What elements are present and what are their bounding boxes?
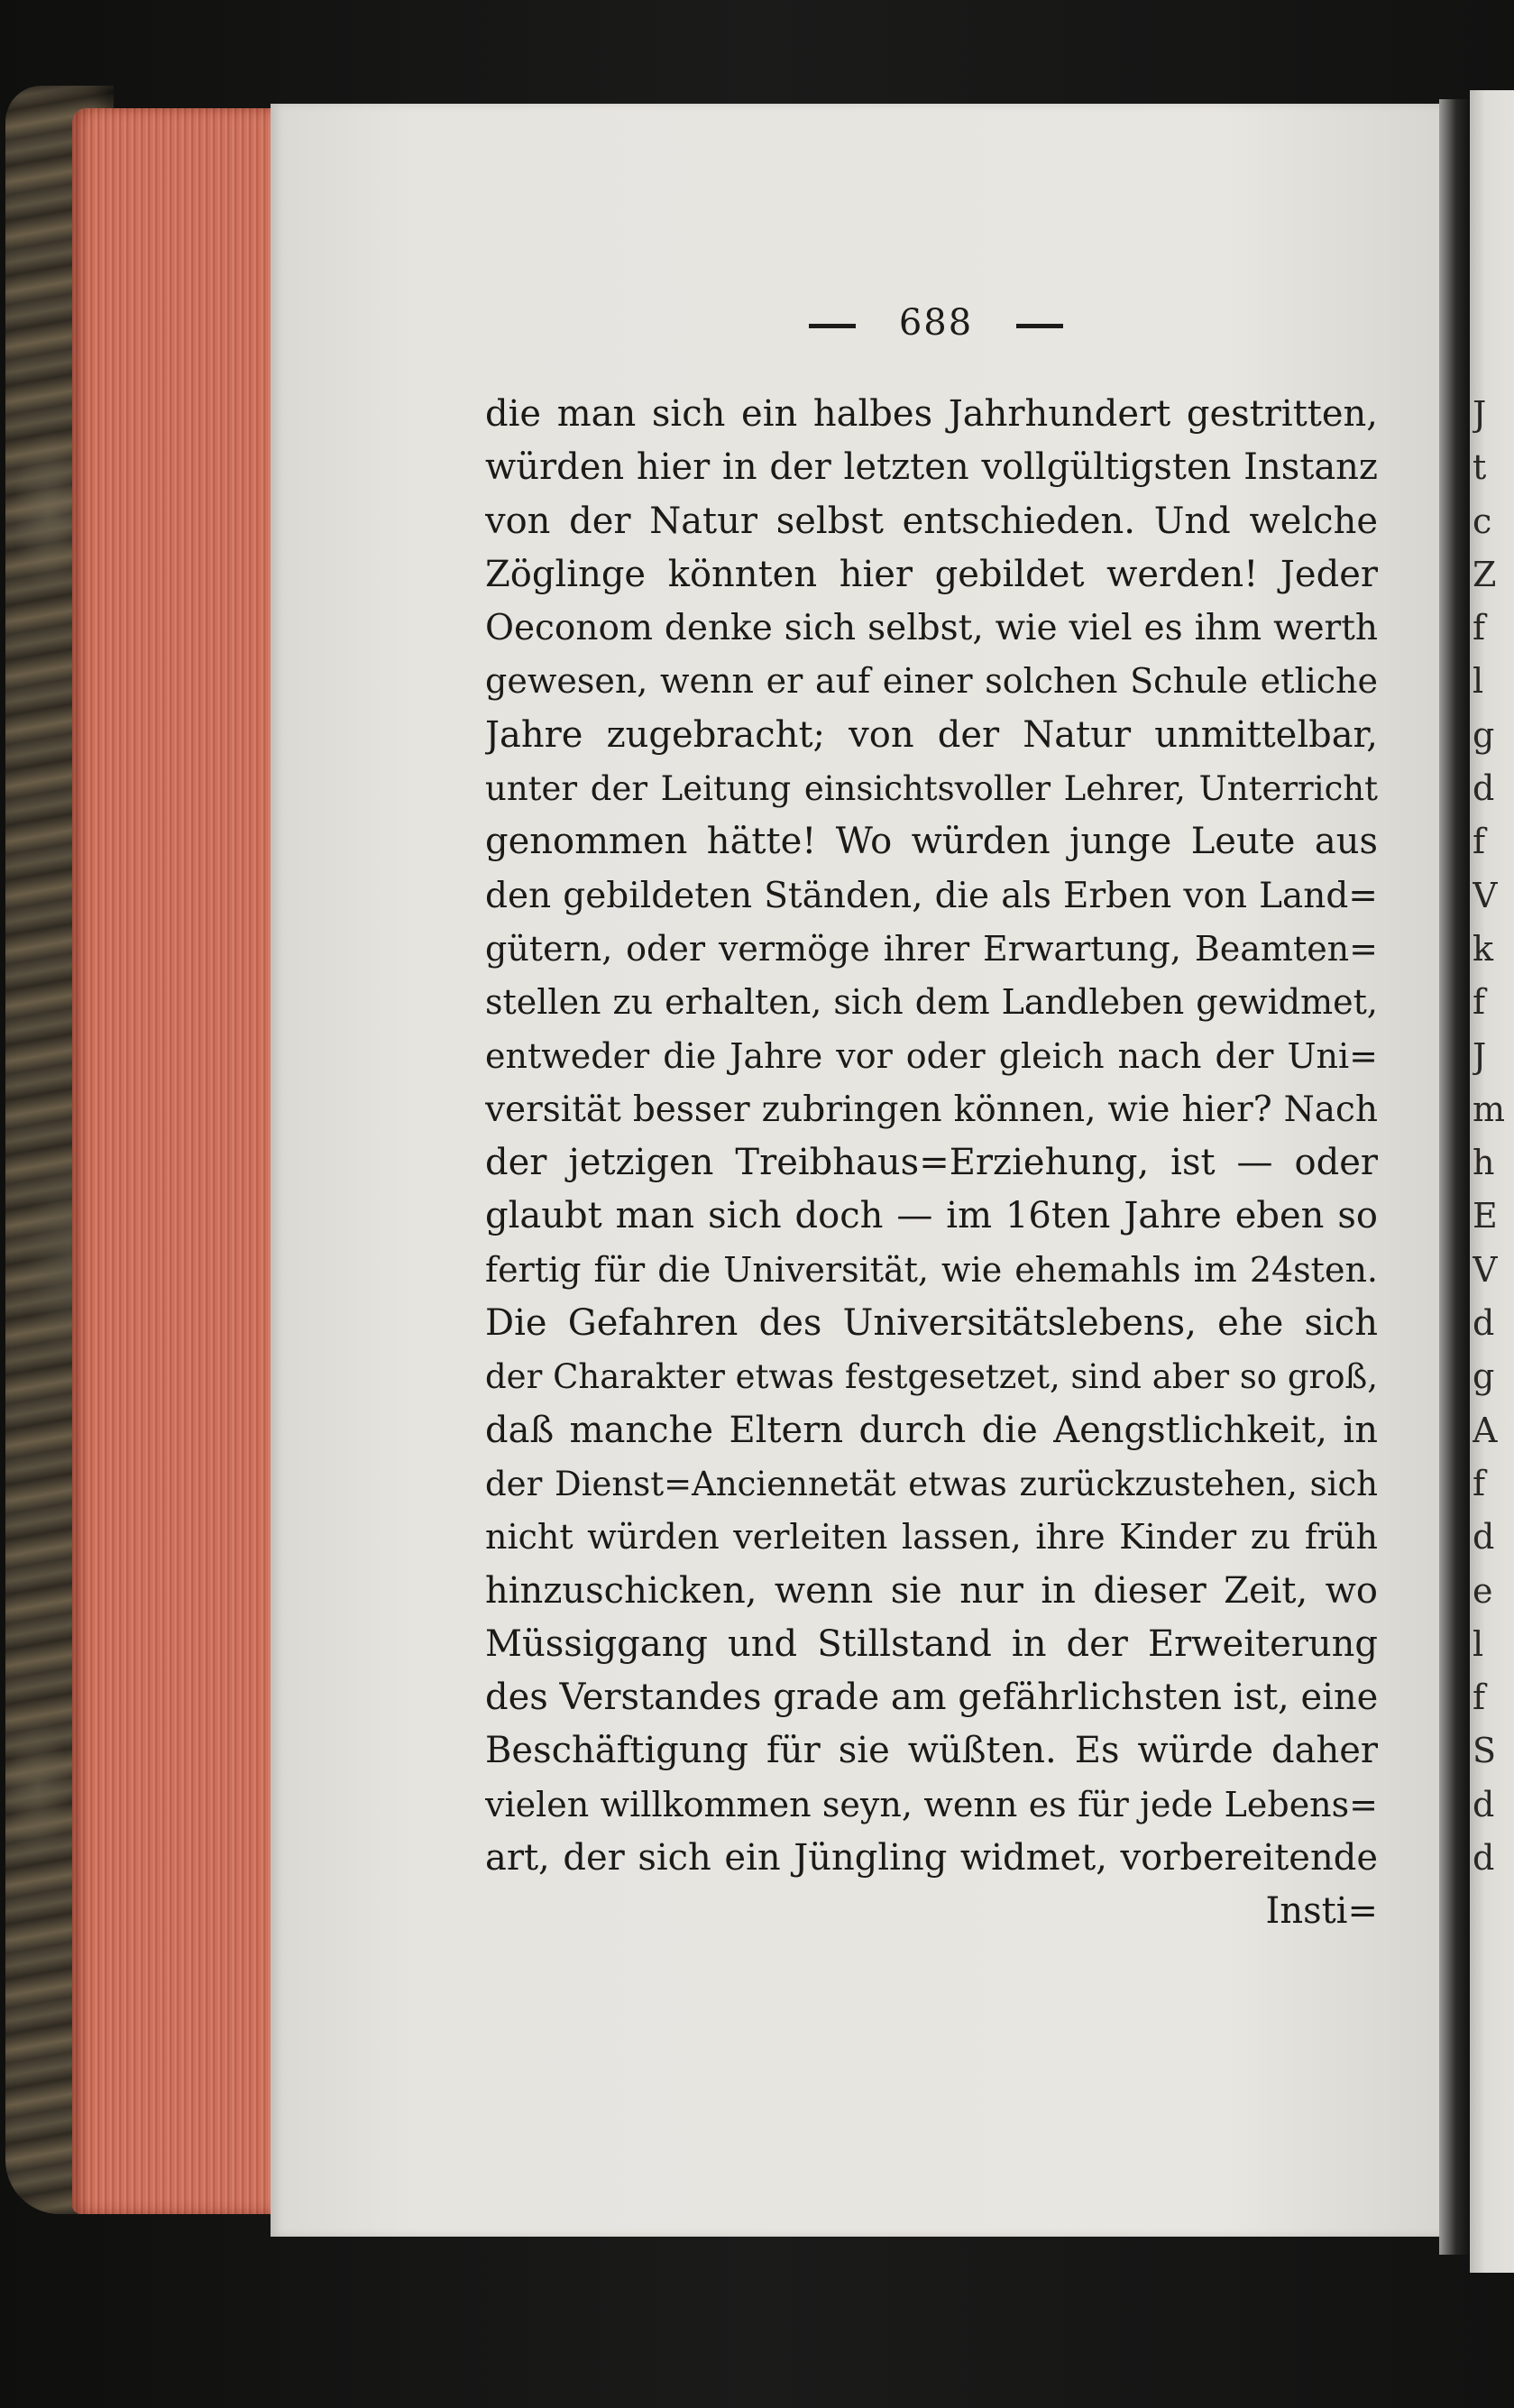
next-page-fragment: f <box>1473 608 1486 648</box>
text-line: Beschäftigung für sie wüßten. Es würde daher <box>485 1730 1378 1772</box>
next-page-fragment: g <box>1473 1356 1495 1397</box>
text-line: Jahre zugebracht; von der Natur unmittelbar, <box>485 713 1378 756</box>
next-page-fragment: J <box>1473 1035 1487 1076</box>
text-line: der jetzigen Treibhaus=Erziehung, ist — oder <box>485 1142 1378 1184</box>
header-dash-left <box>809 324 856 328</box>
text-line: von der Natur selbst entschieden. Und welche <box>485 500 1378 542</box>
next-page-fragments <box>1473 388 1514 1885</box>
text-line: versität besser zubringen können, wie hier? Nach <box>485 1089 1378 1130</box>
next-page-fragment: k <box>1473 928 1494 969</box>
text-line: Müssiggang und Stillstand in der Erweiterung <box>485 1622 1378 1665</box>
next-page-fragment: f <box>1473 1677 1486 1718</box>
text-line: daß manche Eltern durch die Aengstlichkeit, in <box>485 1409 1378 1451</box>
catchword: Insti= <box>1265 1890 1378 1933</box>
text-line: entweder die Jahre vor oder gleich nach der Uni= <box>485 1035 1378 1076</box>
next-page-fragment: l <box>1473 1623 1484 1664</box>
next-page-fragment: E <box>1473 1196 1498 1236</box>
next-page-fragment: f <box>1473 982 1486 1023</box>
next-page-fragment: d <box>1473 1838 1495 1879</box>
header-dash-right <box>1016 324 1063 328</box>
next-page-fragment: e <box>1473 1570 1493 1611</box>
next-page-fragment: f <box>1473 1463 1486 1503</box>
next-page-fragment: d <box>1473 1303 1495 1344</box>
text-line: stellen zu erhalten, sich dem Landleben gewidmet, <box>485 982 1378 1023</box>
next-page-fragment: J <box>1473 394 1487 434</box>
next-page-fragment: S <box>1473 1731 1497 1771</box>
text-line: die man sich ein halbes Jahrhundert gestritten, <box>485 393 1378 435</box>
text-line: Zöglinge könnten hier gebildet werden! Jeder <box>485 553 1378 595</box>
next-page-fragment: d <box>1473 768 1495 809</box>
next-page-fragment: h <box>1473 1143 1495 1183</box>
text-line: des Verstandes grade am gefährlichsten ist, eine <box>485 1677 1378 1719</box>
text-line: gewesen, wenn er auf einer solchen Schule etliche <box>485 661 1378 702</box>
next-page-fragment: A <box>1473 1410 1498 1450</box>
text-line: nicht würden verleiten lassen, ihre Kinder zu früh <box>485 1517 1378 1558</box>
next-page-fragment: t <box>1473 447 1487 488</box>
text-line: glaubt man sich doch — im 16ten Jahre eben so <box>485 1195 1378 1237</box>
page-header <box>756 302 1116 347</box>
text-line: gütern, oder vermöge ihrer Erwartung, Beamten= <box>485 928 1378 969</box>
page-body-text <box>485 388 1378 1939</box>
next-page-fragment: m <box>1473 1089 1506 1129</box>
text-line: der Dienst=Anciennetät etwas zurückzustehen, sich <box>485 1464 1378 1503</box>
next-page-fragment: V <box>1473 875 1498 915</box>
text-line: würden hier in der letzten vollgültigsten Instanz <box>485 446 1378 489</box>
text-line: hinzuschicken, wenn sie nur in dieser Zeit, wo <box>485 1569 1378 1612</box>
text-line: fertig für die Universität, wie ehemahls im 24sten. <box>485 1249 1378 1290</box>
next-page-fragment: d <box>1473 1517 1495 1558</box>
page-number: 688 <box>898 302 974 344</box>
next-page-fragment: c <box>1473 501 1492 541</box>
text-line: vielen willkommen seyn, wenn es für jede Lebens= <box>485 1784 1378 1824</box>
text-line: genommen hätte! Wo würden junge Leute aus <box>485 821 1378 863</box>
next-page-fragment: l <box>1473 661 1484 702</box>
text-line: Die Gefahren des Universitätslebens, ehe sich <box>485 1302 1378 1345</box>
text-line: den gebildeten Ständen, die als Erben von Land= <box>485 875 1378 916</box>
next-page-fragment: Z <box>1473 554 1497 594</box>
next-page-fragment: f <box>1473 822 1486 862</box>
red-page-edges <box>72 108 298 2214</box>
next-page-fragment: g <box>1473 714 1495 755</box>
text-line: unter der Leitung einsichtsvoller Lehrer, Unterricht <box>485 769 1378 809</box>
text-line: Oeconom denke sich selbst, wie viel es ihm werth <box>485 608 1378 649</box>
next-page-fragment: V <box>1473 1249 1498 1290</box>
book-gutter <box>1439 99 1470 2255</box>
text-line: art, der sich ein Jüngling widmet, vorbereitende <box>485 1837 1378 1880</box>
text-line: der Charakter etwas festgesetzet, sind aber so groß, <box>485 1357 1378 1397</box>
next-page-fragment: d <box>1473 1784 1495 1824</box>
